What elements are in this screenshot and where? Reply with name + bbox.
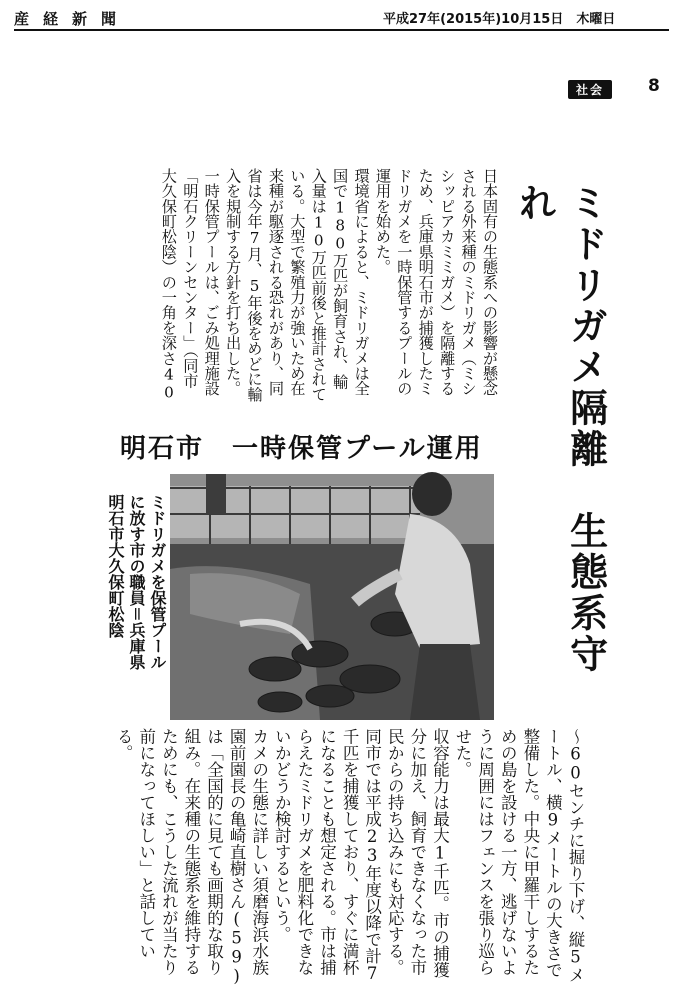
photo-caption: ミドリガメを保管プールに放す市の職員＝兵庫県明石市大久保町松陰: [106, 494, 167, 670]
section-badge: 社会: [568, 80, 612, 99]
paragraph: 一時保管プールは、ごみ処理施設「明石クリーンセンター」（同市大久保町松陰）の一角を深さ40: [159, 168, 221, 402]
page-number: 8: [648, 76, 660, 96]
publication-date: 平成27年(2015年)10月15日 木曜日: [383, 12, 616, 27]
article-body-top: [159, 168, 500, 402]
paragraph: 収容能力は最大1千匹。市の捕獲分に加え、飼育できなくなった市民からの持ち込みにも対応する。同市では平成23年度以降で計7千匹を捕獲しており、すぐに満杯になることも想定される。市は捕らえたミドリガメを肥料化できないかどうか検討するという。: [272, 728, 450, 983]
paragraph: 日本固有の生態系への影響が懸念される外来種のミドリガメ（ミシシッピアカミミガメ）を隔離するため、兵庫県明石市が捕獲したミドリガメを一時保管するプールの運用を始めた。: [373, 168, 499, 396]
article-body-bottom: [100, 728, 586, 990]
paragraph: 環境省によると、ミドリガメは全国で180万匹が飼育され、輸入量は10万匹前後と推計されている。大型で繁殖力が強いため在来種が駆逐される恐れがあり、同省は今年7月、5年後をめどに輸入を規制する方針を打ち出した。: [224, 168, 371, 402]
subhead: 明石市 一時保管プール運用: [120, 434, 483, 464]
paragraph: ～60センチに掘り下げ、縦5メートル、横9メートルの大きさで整備した。中央に甲羅干しするための島を設ける一方、逃げないように周囲にはフェンスを張り巡らせた。: [453, 728, 585, 983]
news-photo: [170, 474, 494, 720]
headline: ミドリガメ隔離 生態系守れ: [512, 183, 608, 675]
paper-name: 産経新聞: [14, 10, 131, 28]
paragraph: カメの生態に詳しい須磨海浜水族園前園長の亀崎直樹さん(59)は「全国的に見ても画期的な取り組み。在来種の生態系を維持するためにも、こうした流れが当たり前になってほしい」と話している。: [114, 728, 269, 986]
masthead-rule: [14, 29, 669, 31]
